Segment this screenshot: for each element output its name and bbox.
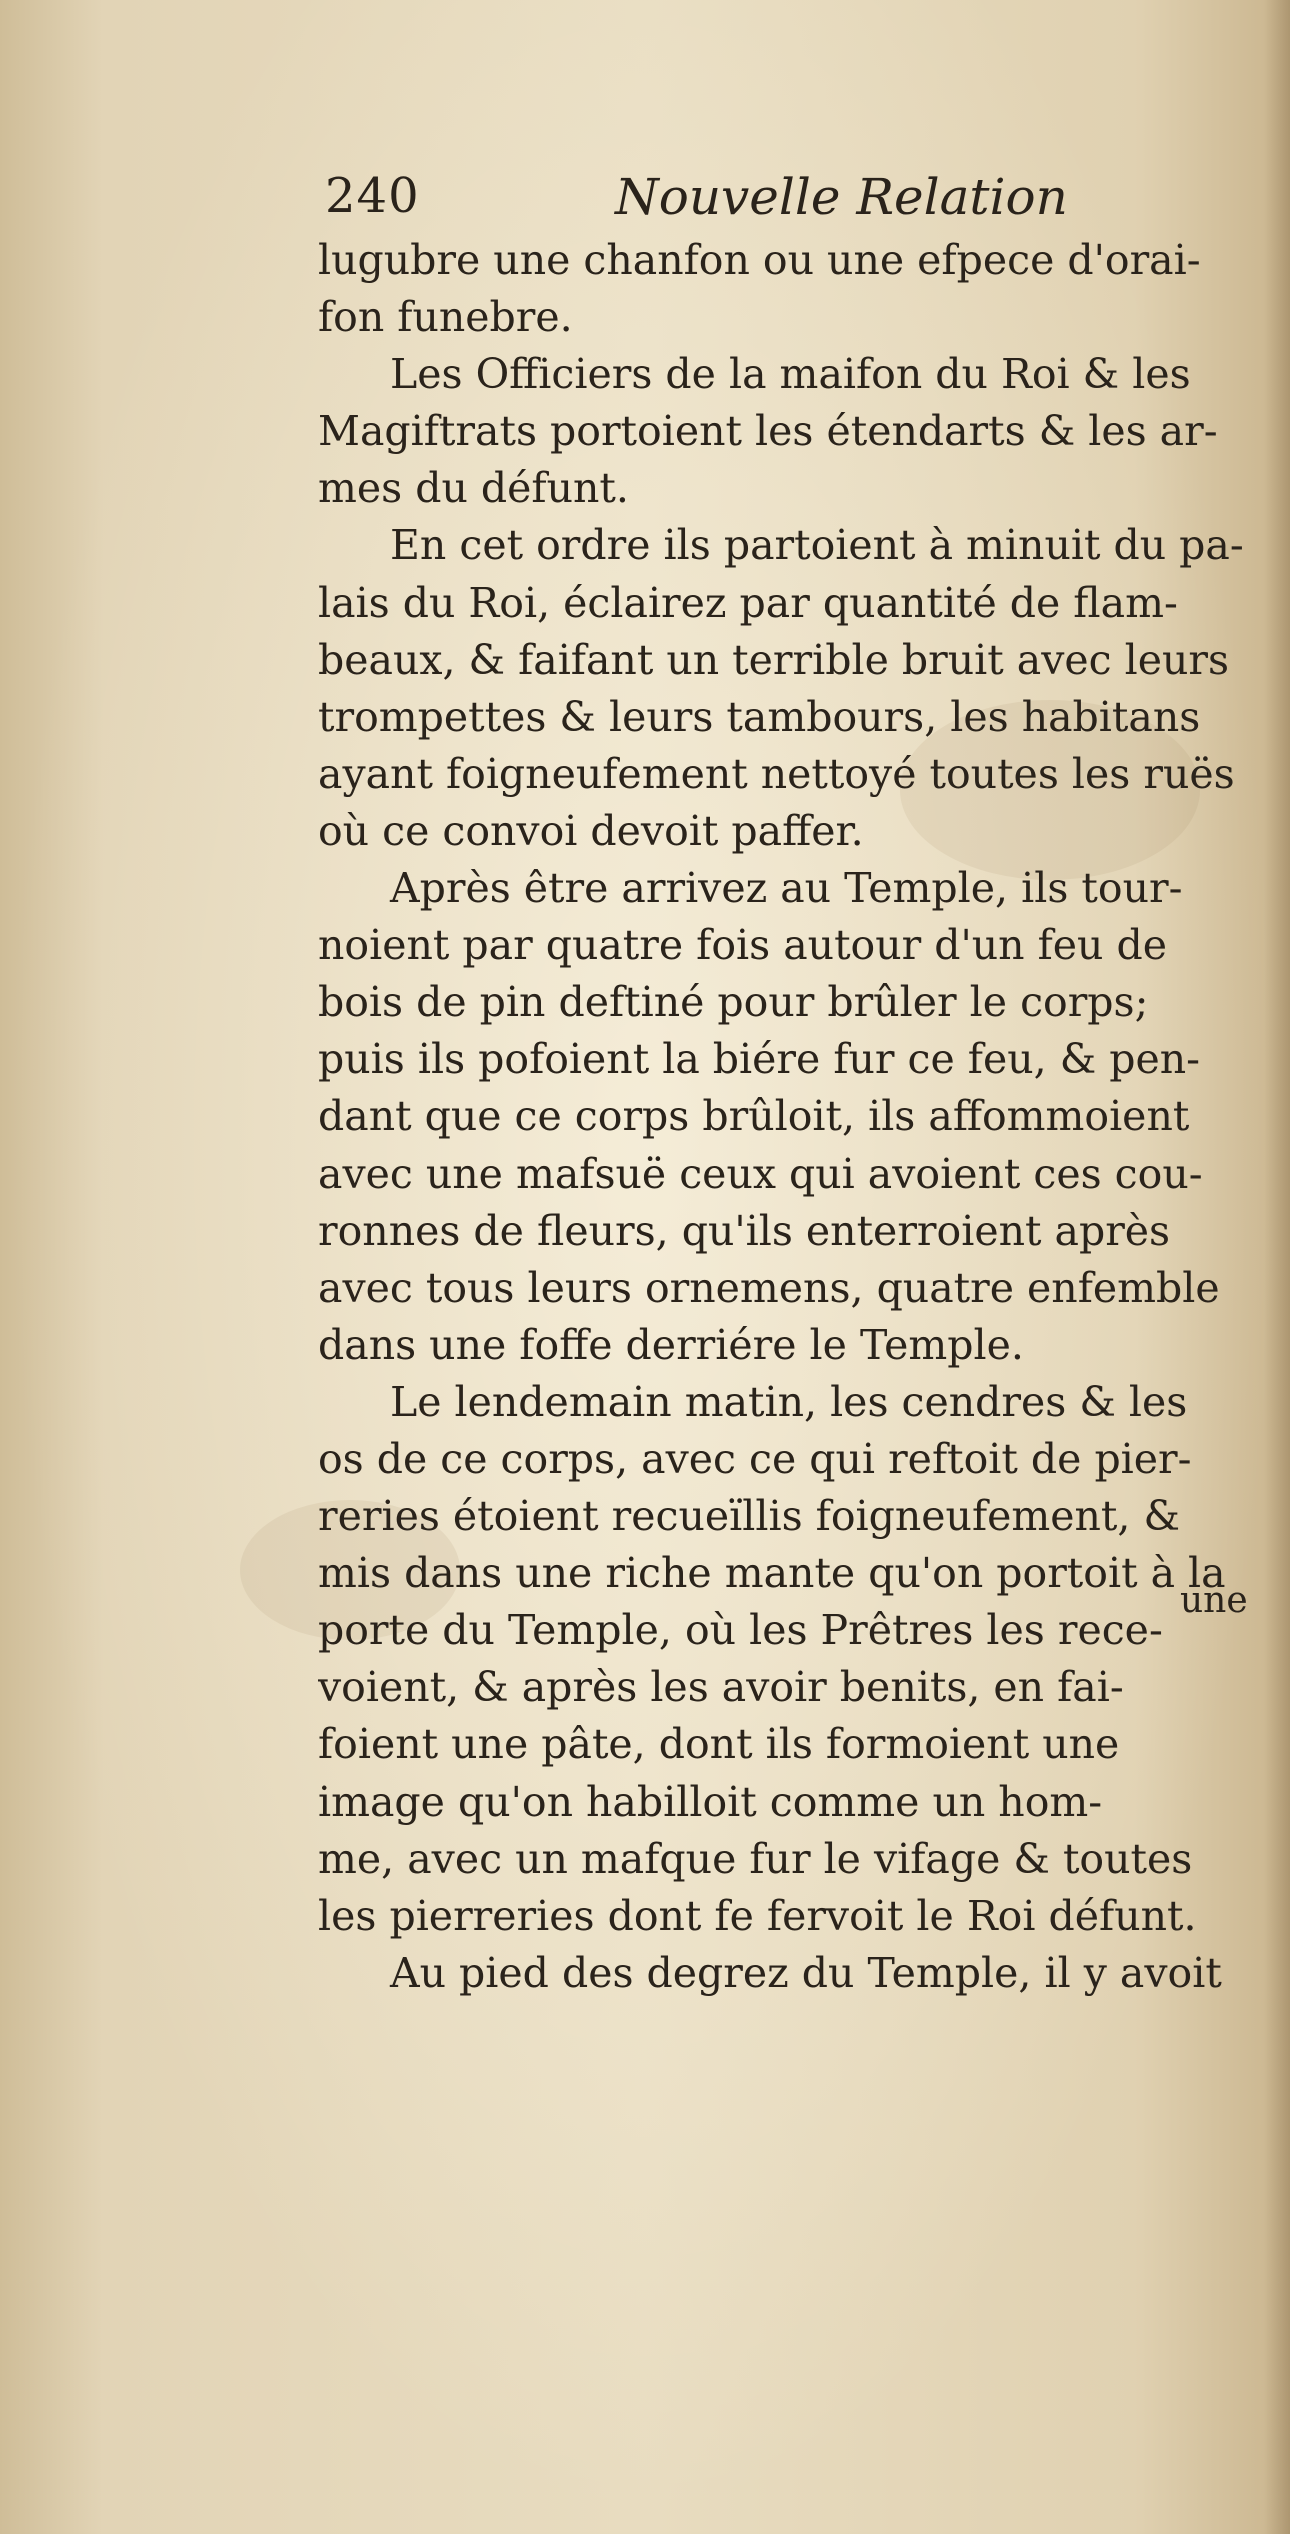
text-line: beaux, & faifant un terrible bruit avec leurs bbox=[318, 635, 1230, 684]
page-header bbox=[325, 168, 1085, 238]
text-line: noient par quatre fois autour d'un feu de bbox=[318, 921, 1168, 970]
catchword: une bbox=[1180, 1580, 1248, 1621]
text-line: En cet ordre ils partoient à minuit du pa- bbox=[390, 521, 1244, 570]
text-line: Le lendemain matin, les cendres & les bbox=[390, 1377, 1188, 1426]
text-line: avec tous leurs ornemens, quatre enfemble bbox=[318, 1263, 1220, 1312]
page-number: 240 bbox=[325, 168, 420, 224]
text-line: ayant foigneufement nettoyé toutes les ruës bbox=[318, 749, 1235, 798]
text-line: Après être arrivez au Temple, ils tour- bbox=[390, 864, 1183, 913]
text-line: os de ce corps, avec ce qui reftoit de pier- bbox=[318, 1434, 1192, 1483]
text-line: Magiftrats portoient les étendarts & les ar- bbox=[318, 407, 1218, 456]
text-line: foient une pâte, dont ils formoient une bbox=[318, 1720, 1120, 1769]
text-line: fon funebre. bbox=[318, 293, 573, 342]
text-line: dant que ce corps brûloit, ils affommoient bbox=[318, 1092, 1190, 1141]
running-title: Nouvelle Relation bbox=[615, 168, 1068, 226]
text-line: me, avec un mafque fur le vifage & toutes bbox=[318, 1834, 1193, 1883]
body-text bbox=[318, 232, 1278, 2002]
text-line: image qu'on habilloit comme un hom- bbox=[318, 1777, 1103, 1826]
text-line: lugubre une chanfon ou une efpece d'orai- bbox=[318, 236, 1201, 284]
text-line: bois de pin deftiné pour brûler le corps; bbox=[318, 978, 1149, 1027]
text-line: Au pied des degrez du Temple, il y avoit bbox=[390, 1948, 1222, 1997]
text-line: voient, & après les avoir benits, en fai- bbox=[318, 1663, 1124, 1712]
text-line: porte du Temple, où les Prêtres les rece- bbox=[318, 1606, 1163, 1655]
text-line: avec une mafsuë ceux qui avoient ces cou- bbox=[318, 1149, 1203, 1198]
text-line: dans une foffe derriére le Temple. bbox=[318, 1320, 1024, 1369]
text-line: ronnes de fleurs, qu'ils enterroient après bbox=[318, 1206, 1171, 1255]
text-line: puis ils pofoient la biére fur ce feu, & pen- bbox=[318, 1035, 1201, 1084]
text-line: Les Officiers de la maifon du Roi & les bbox=[390, 350, 1191, 399]
text-line: mes du défunt. bbox=[318, 464, 629, 513]
text-line: mis dans une riche mante qu'on portoit à la bbox=[318, 1549, 1226, 1598]
text-line: où ce convoi devoit paffer. bbox=[318, 806, 864, 855]
text-line: les pierreries dont fe fervoit le Roi défunt. bbox=[318, 1891, 1197, 1940]
text-line: reries étoient recueïllis foigneufement, & bbox=[318, 1492, 1180, 1541]
text-line: trompettes & leurs tambours, les habitans bbox=[318, 692, 1201, 741]
text-line: lais du Roi, éclairez par quantité de flam- bbox=[318, 578, 1178, 627]
